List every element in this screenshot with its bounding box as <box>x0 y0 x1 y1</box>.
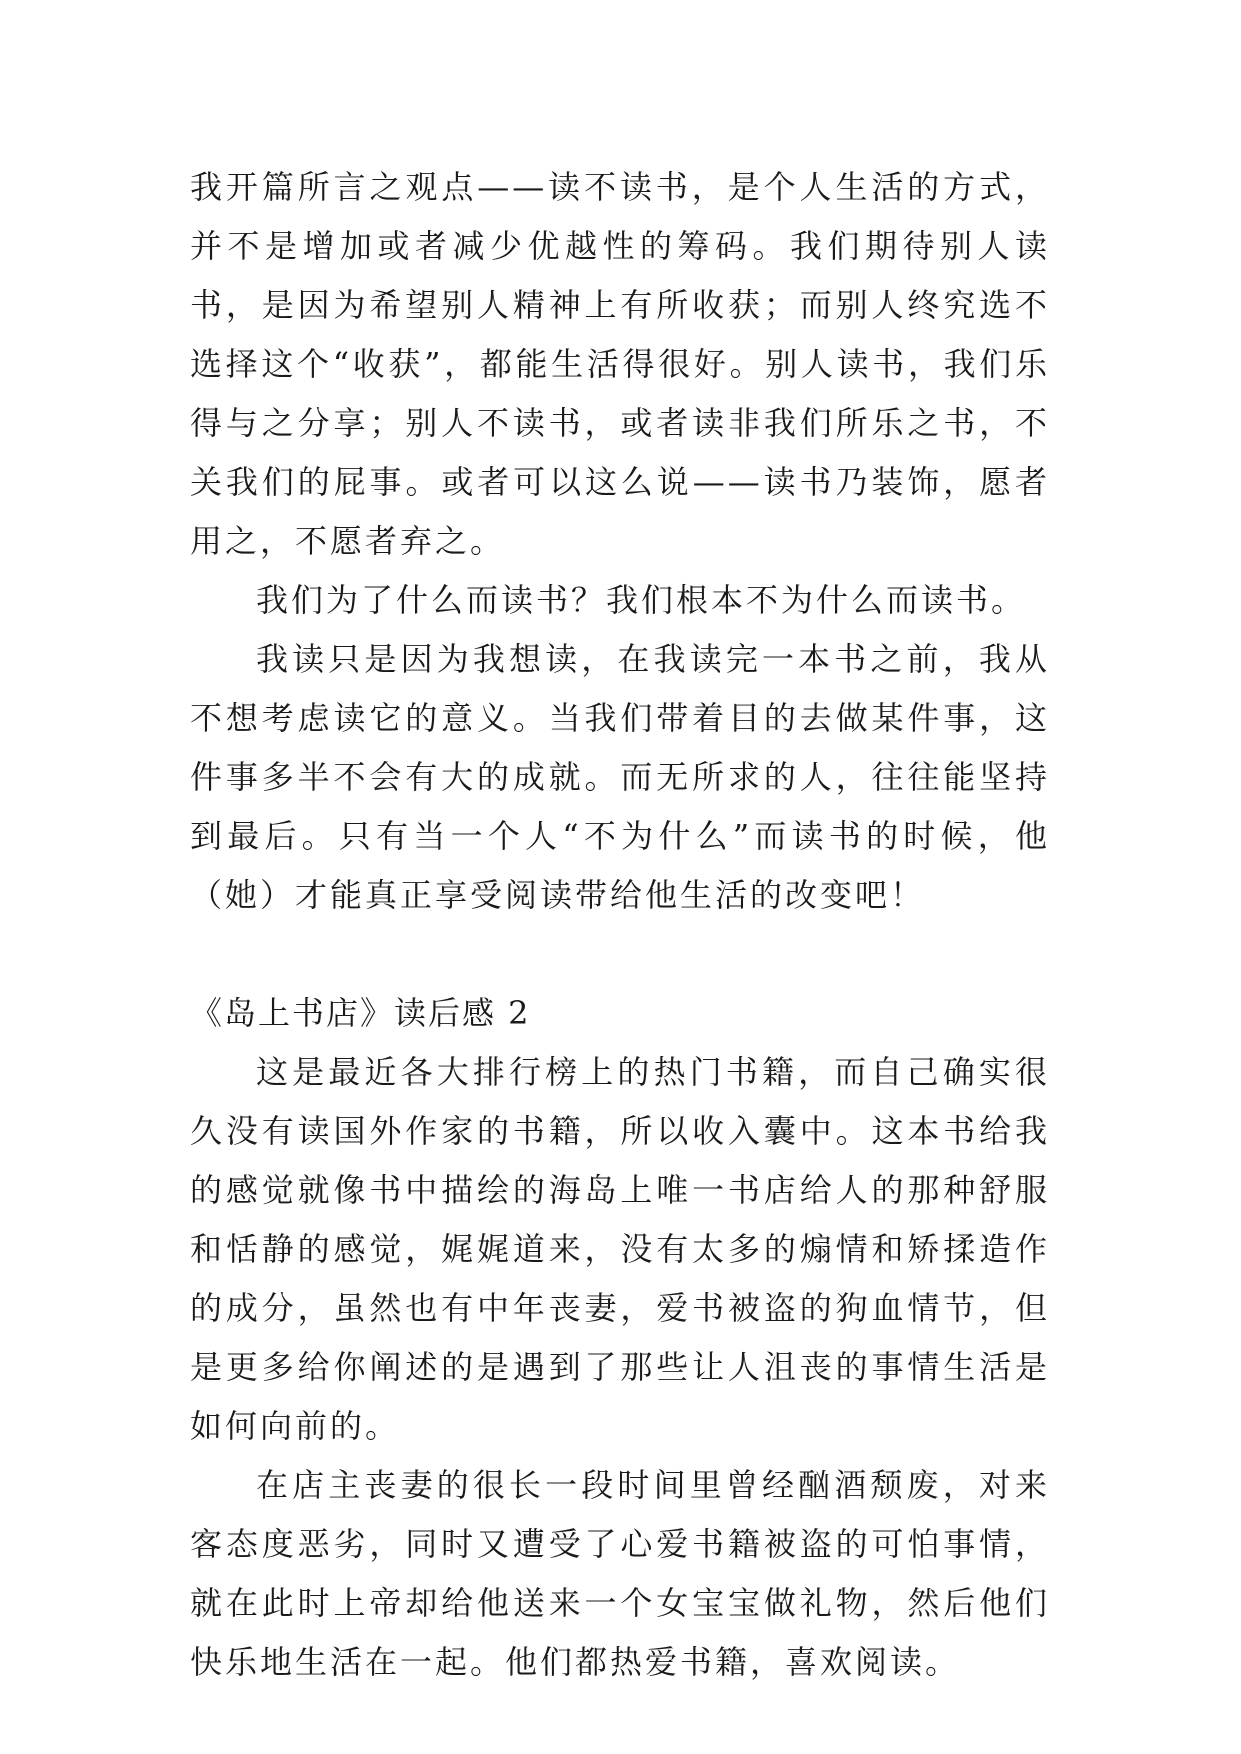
section-heading: 《岛上书店》读后感 2 <box>190 994 531 1032</box>
paragraph-plot-summary: 在店主丧妻的很长一段时间里曾经酗酒颓废，对来客态度恶劣，同时又遭受了心爱书籍被盗的可怕事情，就在此时上帝却给他送来一个女宝宝做礼物，然后他们快乐地生活在一起。他们都热爱书籍，喜欢阅读。 <box>190 1466 1050 1681</box>
paragraph-book-impression: 这是最近各大排行榜上的热门书籍，而自己确实很久没有读国外作家的书籍，所以收入囊中。这本书给我的感觉就像书中描绘的海岛上唯一书店给人的那种舒服和恬静的感觉，娓娓道来，没有太多的煽情和矫揉造作的成分，虽然也有中年丧妻，爱书被盗的狗血情节，但是更多给你阐述的是遇到了那些让人沮丧的事情生活是如何向前的。 <box>190 1053 1050 1445</box>
document-body <box>190 158 1050 1692</box>
paragraph-why-read: 我们为了什么而读书？我们根本不为什么而读书。 <box>256 581 1027 619</box>
paragraph-reading-meaning: 我读只是因为我想读，在我读完一本书之前，我从不想考虑读它的意义。当我们带着目的去做某件事，这件事多半不会有大的成就。而无所求的人，往往能坚持到最后。只有当一个人“不为什么”而读书的时候，他（她）才能真正享受阅读带给他生活的改变吧！ <box>190 640 1050 914</box>
paragraph-opening-view: 我开篇所言之观点——读不读书，是个人生活的方式，并不是增加或者减少优越性的筹码。我们期待别人读书，是因为希望别人精神上有所收获；而别人终究选不选择这个“收获”，都能生活得很好。别人读书，我们乐得与之分享；别人不读书，或者读非我们所乐之书，不关我们的屁事。或者可以这么说——读书乃装饰，愿者用之，不愿者弃之。 <box>190 168 1050 560</box>
